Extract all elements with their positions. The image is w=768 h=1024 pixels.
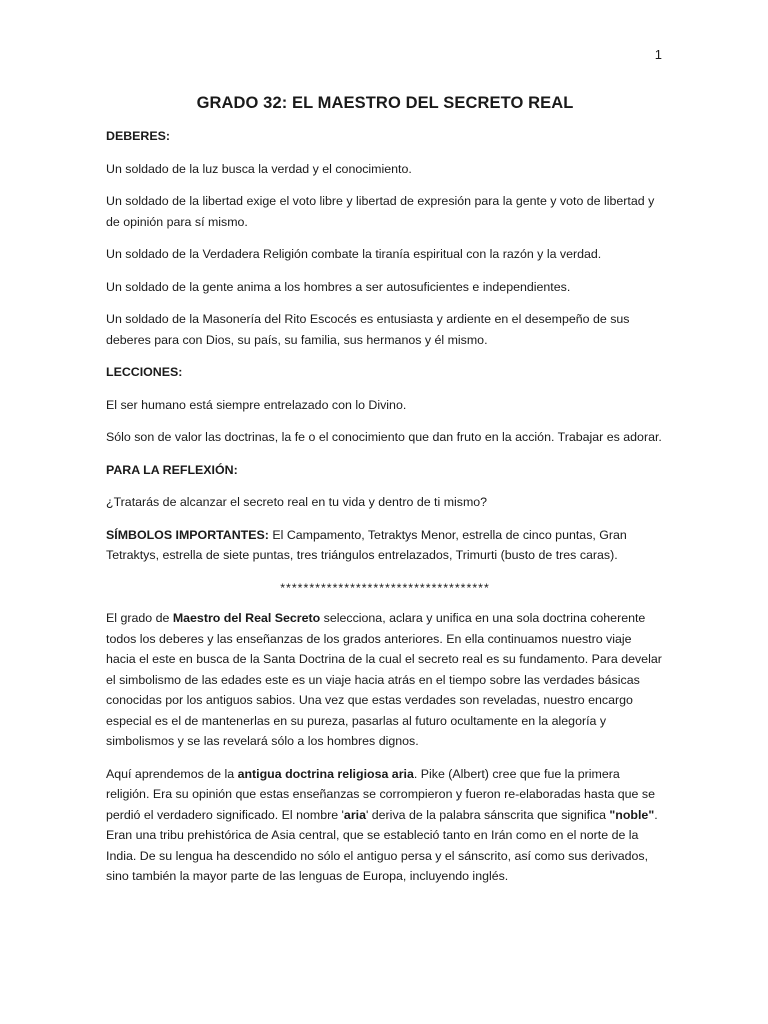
page-title: GRADO 32: EL MAESTRO DEL SECRETO REAL <box>196 94 574 112</box>
paragraph-text: Aquí aprendemos de la <box>106 766 238 781</box>
body-paragraph-1 <box>106 608 664 752</box>
paragraph-text: ' deriva de la palabra sánscrita que significa <box>365 807 610 822</box>
deber-item: Un soldado de la libertad exige el voto libre y libertad de expresión para la gente y voto de libertad y de opinión para sí mismo. <box>106 194 655 229</box>
deber-item: Un soldado de la Verdadera Religión combate la tiranía espiritual con la razón y la verdad. <box>106 247 602 261</box>
reflexion-question: ¿Tratarás de alcanzar el secreto real en tu vida y dentro de ti mismo? <box>106 495 488 509</box>
paragraph-text: selecciona, aclara y unifica en una sola doctrina coherente todos los deberes y las enseñanzas de los grados anteriores. En ella continuamos nuestro viaje hacia el este en busca de la Santa Doctrina de la cual el secreto real es su fundamento. Para develar el simbolismo de las edades este es un viaje hacia atrás en el tiempo sobre las verdades básicas conocidas por los antiguos sabios. Una vez que estas verdades son reveladas, nuestro encargo especial es el de mantenerlas en su pureza, pasarlas al futuro ocultamente en la alegoría y simbolismos y se las revelará sólo a los hombres dignos. <box>106 611 662 748</box>
simbolos-label: SÍMBOLOS IMPORTANTES: <box>106 527 269 542</box>
page-number: 1 <box>654 47 662 62</box>
leccion-item: Sólo son de valor las doctrinas, la fe o el conocimiento que dan fruto en la acción. Trabajar es adorar. <box>106 430 662 444</box>
paragraph-text: . Eran una tribu prehistórica de Asia central, que se estableció tanto en Irán como en el norte de la India. De su lengua ha descendido no sólo el antiguo persa y el sánscrito, así como sus derivados, sino también la mayor parte de las lenguas de Europa, incluyendo inglés. <box>106 807 658 883</box>
paragraph-text: . Pike (Albert) cree que fue la primera religión. Era su opinión que estas enseñanzas se corrompieron y fueron re-elaboradas hasta que se perdió el verdadero significado. El nombre ' <box>106 766 655 822</box>
doctrina-aria-bold-term: antigua doctrina religiosa aria <box>237 766 414 781</box>
simbolos-text: El Campamento, Tetraktys Menor, estrella de cinco puntas, Gran Tetraktys, estrella de siete puntas, tres triángulos entrelazados, Trimurti (busto de tres caras). <box>106 527 627 562</box>
body-paragraph-2 <box>106 764 664 887</box>
section-heading-lecciones: LECCIONES: <box>106 365 183 379</box>
deber-item: Un soldado de la Masonería del Rito Escocés es entusiasta y ardiente en el desempeño de sus deberes para con Dios, su país, su familia, sus hermanos y él mismo. <box>106 312 630 347</box>
paragraph-text: El grado de <box>106 611 173 625</box>
document-body <box>106 92 664 899</box>
maestro-bold-term: Maestro del Real Secreto <box>172 611 321 625</box>
simbolos-paragraph <box>106 525 664 566</box>
section-heading-reflexion: PARA LA REFLEXIÓN: <box>106 462 238 477</box>
deber-item: Un soldado de la luz busca la verdad y el conocimiento. <box>106 161 412 176</box>
leccion-item: El ser humano está siempre entrelazado con lo Divino. <box>106 397 407 412</box>
aria-bold-term: aria <box>343 807 366 822</box>
noble-bold-term: "noble" <box>609 807 655 822</box>
section-heading-deberes: DEBERES: <box>106 129 171 143</box>
separator-line: ************************************ <box>280 580 490 595</box>
deber-item: Un soldado de la gente anima a los hombres a ser autosuficientes e independientes. <box>106 279 571 294</box>
